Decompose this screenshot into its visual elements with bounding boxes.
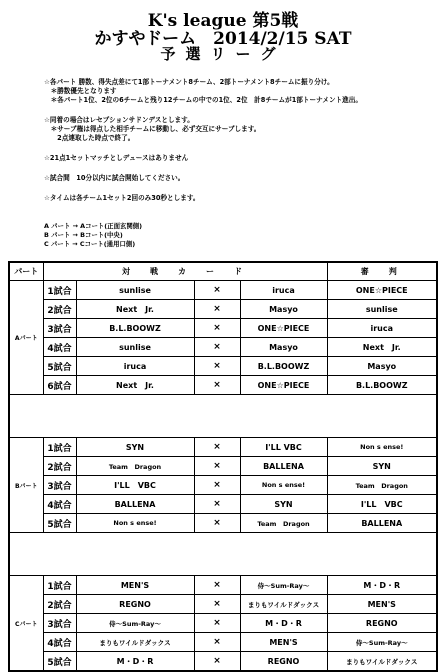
vs-mark: × xyxy=(194,457,240,476)
header-part: パート xyxy=(9,262,43,281)
note-line: ＊サーブ権は得点した相手チームに移動し、必ず交互にサーブします。 xyxy=(44,125,261,133)
venue-date: かすやドーム 2014/2/15 SAT xyxy=(94,29,352,49)
notes-gap xyxy=(44,183,439,194)
away-team: I'LL VBC xyxy=(240,438,327,457)
match-number: 1試合 xyxy=(43,438,76,457)
vs-mark: × xyxy=(194,319,240,338)
section-title: 予選リーグ xyxy=(160,45,286,63)
match-number: 4試合 xyxy=(43,633,76,652)
home-team: MEN'S xyxy=(76,576,194,595)
away-team: ONE☆PIECE xyxy=(240,376,327,395)
away-team: SYN xyxy=(240,495,327,514)
home-team: I'LL VBC xyxy=(76,476,194,495)
note-line: ☆21点1セットマッチとしデュースはありません xyxy=(44,154,189,162)
home-team: Non s ense! xyxy=(76,514,194,533)
match-number: 5試合 xyxy=(43,357,76,376)
vs-mark: × xyxy=(194,300,240,319)
match-row xyxy=(9,300,437,319)
match-row xyxy=(9,438,437,457)
home-team: Next Jr. xyxy=(76,300,194,319)
home-team: sunlise xyxy=(76,281,194,300)
header-card: 対 戦 カ ー ド xyxy=(43,262,327,281)
home-team: まりもワイルドダックス xyxy=(76,633,194,652)
home-team: Team Dragon xyxy=(76,457,194,476)
note-line: ☆各パート 勝数、得失点差にて1部トーナメント8チーム、2部トーナメント8チームに振り分け。 xyxy=(44,78,334,86)
table-header-row xyxy=(9,262,437,281)
header-referee: 審 判 xyxy=(327,262,437,281)
referee-team: Next Jr. xyxy=(327,338,437,357)
notes-gap xyxy=(44,163,439,174)
referee-team: sunlise xyxy=(327,300,437,319)
vs-mark: × xyxy=(194,495,240,514)
away-team: B.L.BOOWZ xyxy=(240,357,327,376)
vs-mark: × xyxy=(194,357,240,376)
match-row xyxy=(9,357,437,376)
match-number: 5試合 xyxy=(43,514,76,533)
home-team: 侍～Sum-Ray～ xyxy=(76,614,194,633)
home-team: SYN xyxy=(76,438,194,457)
match-number: 2試合 xyxy=(43,595,76,614)
part-label: Aパート xyxy=(9,281,43,395)
league-title: K's league 第5戦 xyxy=(147,11,299,31)
match-number: 3試合 xyxy=(43,614,76,633)
court-line: B パート → Bコート(中央) xyxy=(44,231,123,239)
separator-cell xyxy=(9,533,437,576)
block-separator xyxy=(9,395,437,438)
home-team: B.L.BOOWZ xyxy=(76,319,194,338)
court-line: A パート → Aコート(正面玄関側) xyxy=(44,222,143,230)
match-row xyxy=(9,633,437,652)
match-number: 4試合 xyxy=(43,495,76,514)
away-team: まりもワイルドダックス xyxy=(240,595,327,614)
court-assignments xyxy=(44,222,142,249)
away-team: REGNO xyxy=(240,652,327,672)
part-label: Bパート xyxy=(9,438,43,533)
match-number: 2試合 xyxy=(43,300,76,319)
away-team: MEN'S xyxy=(240,633,327,652)
match-row xyxy=(9,376,437,395)
away-team: 侍～Sum-Ray～ xyxy=(240,576,327,595)
schedule-table xyxy=(8,261,438,672)
match-row xyxy=(9,457,437,476)
match-number: 5試合 xyxy=(43,652,76,672)
note-line: ☆タイムは各チーム1セット2回のみ30秒とします。 xyxy=(44,194,200,202)
match-number: 1試合 xyxy=(43,576,76,595)
vs-mark: × xyxy=(194,438,240,457)
referee-team: BALLENA xyxy=(327,514,437,533)
referee-team: M・D・R xyxy=(327,576,437,595)
vs-mark: × xyxy=(194,476,240,495)
referee-team: まりもワイルドダックス xyxy=(327,652,437,672)
home-team: sunlise xyxy=(76,338,194,357)
part-label: Cパート xyxy=(9,576,43,672)
referee-team: MEN'S xyxy=(327,595,437,614)
vs-mark: × xyxy=(194,633,240,652)
note-line: 2点連取した時点で終了。 xyxy=(44,134,135,142)
vs-mark: × xyxy=(194,652,240,672)
match-row xyxy=(9,514,437,533)
match-row xyxy=(9,281,437,300)
notes-gap xyxy=(44,143,439,154)
referee-team: SYN xyxy=(327,457,437,476)
court-line: C パート → Cコート(通用口側) xyxy=(44,240,136,248)
match-row xyxy=(9,495,437,514)
note-line: ☆同着の場合はレセプションサドンデスとします。 xyxy=(44,116,194,124)
away-team: Masyo xyxy=(240,300,327,319)
away-team: Masyo xyxy=(240,338,327,357)
vs-mark: × xyxy=(194,595,240,614)
notes-gap xyxy=(44,105,439,116)
referee-team: iruca xyxy=(327,319,437,338)
away-team: Non s ense! xyxy=(240,476,327,495)
match-number: 3試合 xyxy=(43,476,76,495)
note-line: ＊勝数優先となります xyxy=(44,87,117,95)
vs-mark: × xyxy=(194,376,240,395)
away-team: Team Dragon xyxy=(240,514,327,533)
match-number: 1試合 xyxy=(43,281,76,300)
vs-mark: × xyxy=(194,281,240,300)
vs-mark: × xyxy=(194,614,240,633)
match-row xyxy=(9,652,437,672)
match-number: 2試合 xyxy=(43,457,76,476)
vs-mark: × xyxy=(194,338,240,357)
note-line: ☆試合間 10分以内に試合開始してください。 xyxy=(44,174,185,182)
match-number: 6試合 xyxy=(43,376,76,395)
match-row xyxy=(9,319,437,338)
referee-team: Team Dragon xyxy=(327,476,437,495)
match-row xyxy=(9,614,437,633)
referee-team: Masyo xyxy=(327,357,437,376)
away-team: M・D・R xyxy=(240,614,327,633)
referee-team: B.L.BOOWZ xyxy=(327,376,437,395)
match-row xyxy=(9,476,437,495)
match-number: 3試合 xyxy=(43,319,76,338)
match-row xyxy=(9,576,437,595)
referee-team: REGNO xyxy=(327,614,437,633)
home-team: REGNO xyxy=(76,595,194,614)
rules-notes xyxy=(44,78,439,203)
vs-mark: × xyxy=(194,576,240,595)
separator-cell xyxy=(9,395,437,438)
home-team: iruca xyxy=(76,357,194,376)
home-team: Next Jr. xyxy=(76,376,194,395)
away-team: BALLENA xyxy=(240,457,327,476)
referee-team: ONE☆PIECE xyxy=(327,281,437,300)
note-line: ＊各パート1位、2位の6チームと残り12チームの中での1位、2位 計8チームが1部トーナメント進出。 xyxy=(44,96,362,104)
match-row xyxy=(9,338,437,357)
away-team: ONE☆PIECE xyxy=(240,319,327,338)
referee-team: I'LL VBC xyxy=(327,495,437,514)
referee-team: 侍～Sum-Ray～ xyxy=(327,633,437,652)
vs-mark: × xyxy=(194,514,240,533)
match-number: 4試合 xyxy=(43,338,76,357)
referee-team: Non s ense! xyxy=(327,438,437,457)
block-separator xyxy=(9,533,437,576)
home-team: BALLENA xyxy=(76,495,194,514)
match-row xyxy=(9,595,437,614)
home-team: M・D・R xyxy=(76,652,194,672)
away-team: iruca xyxy=(240,281,327,300)
